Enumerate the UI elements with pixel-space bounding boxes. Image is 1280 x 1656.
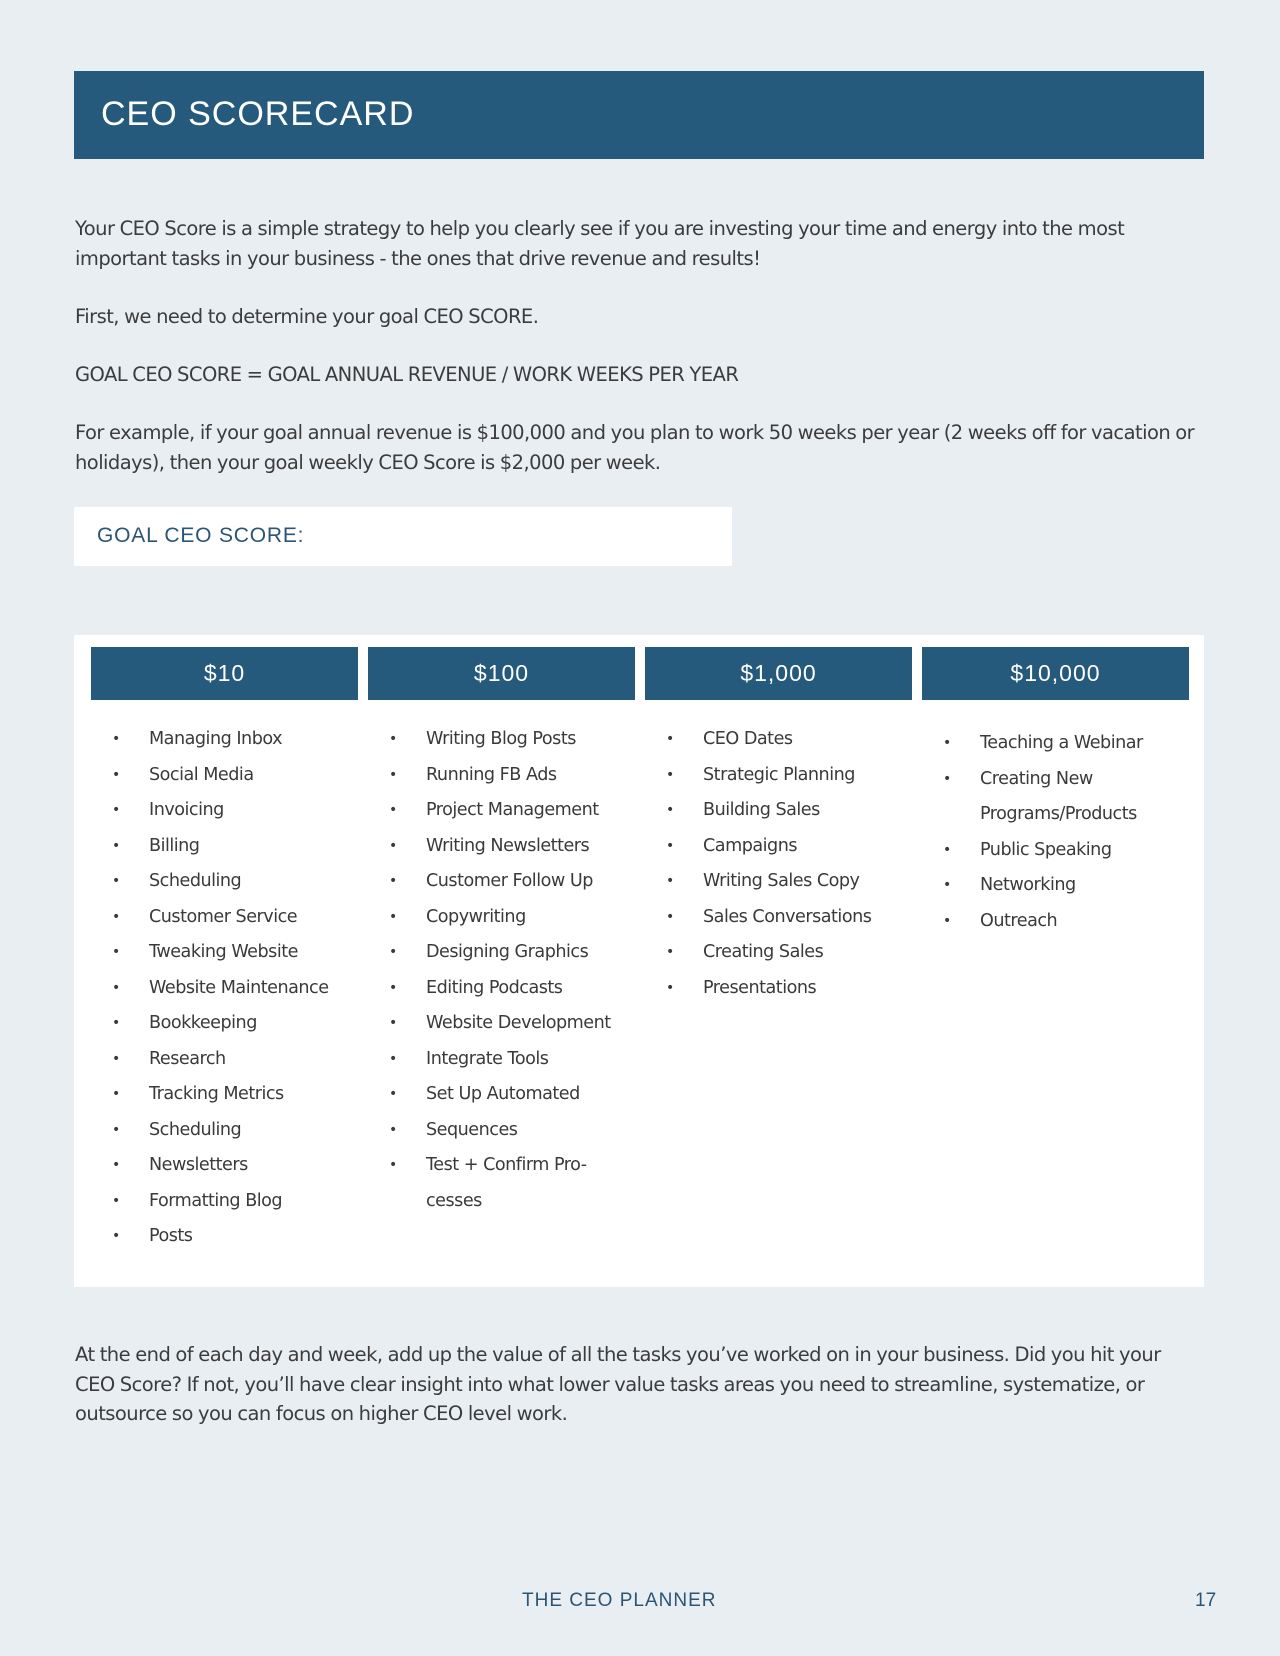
bullet-icon: • bbox=[666, 979, 674, 996]
task-item bbox=[368, 1148, 635, 1184]
bullet-icon: • bbox=[943, 877, 951, 893]
scorecard-column-10 bbox=[91, 647, 358, 1255]
bullet-icon: • bbox=[112, 802, 120, 818]
task-label: Creating Sales bbox=[703, 942, 824, 962]
bullet-icon: • bbox=[112, 731, 120, 747]
page-number: 17 bbox=[1195, 1590, 1217, 1611]
task-item bbox=[91, 971, 358, 1007]
bullet-icon: • bbox=[389, 873, 397, 889]
task-label: Presentations bbox=[703, 977, 817, 998]
task-label: Project Management bbox=[426, 800, 599, 820]
column-header: $10,000 bbox=[922, 647, 1189, 700]
goal-formula: GOAL CEO SCORE = GOAL ANNUAL REVENUE / WORK WEEKS PER YEAR bbox=[75, 363, 739, 386]
bullet-icon: • bbox=[112, 1015, 120, 1031]
task-item bbox=[368, 864, 635, 900]
bullet-icon: • bbox=[389, 837, 397, 854]
task-label: Invoicing bbox=[149, 800, 224, 820]
task-item bbox=[368, 1006, 635, 1042]
task-label: Programs/Products bbox=[980, 804, 1137, 824]
task-item bbox=[368, 935, 635, 971]
example-paragraph: For example, if your goal annual revenue is $100,000 and you plan to work 50 weeks per year (2 weeks off for vacation or holidays), then your goal weekly CEO Score is $2,000 per week. bbox=[75, 421, 1195, 474]
bullet-icon: • bbox=[389, 1050, 397, 1067]
bullet-icon: • bbox=[666, 802, 674, 818]
intro-paragraph: Your CEO Score is a simple strategy to help you clearly see if you are investing your time and energy into the most important tasks in your business - the ones that drive revenue and results! bbox=[75, 217, 1125, 270]
task-item bbox=[368, 1113, 635, 1149]
task-label: Tweaking Website bbox=[149, 942, 298, 962]
bullet-icon: • bbox=[666, 873, 674, 889]
task-item bbox=[922, 762, 1189, 798]
task-label: Posts bbox=[149, 1226, 193, 1246]
footer-title: THE CEO PLANNER bbox=[522, 1590, 717, 1611]
bullet-icon: • bbox=[112, 979, 120, 996]
bullet-icon: • bbox=[666, 837, 674, 854]
task-list bbox=[645, 700, 912, 1006]
scorecard-table bbox=[74, 635, 1204, 1287]
task-label: Teaching a Webinar bbox=[980, 733, 1143, 753]
task-label: Scheduling bbox=[149, 1119, 242, 1140]
bullet-icon: • bbox=[389, 908, 397, 925]
task-label: Integrate Tools bbox=[426, 1048, 549, 1069]
task-item bbox=[91, 1042, 358, 1078]
task-label: Test + Confirm Pro- bbox=[426, 1155, 587, 1175]
task-item bbox=[922, 868, 1189, 904]
task-item bbox=[368, 1042, 635, 1078]
task-item bbox=[645, 758, 912, 794]
task-label: Website Maintenance bbox=[149, 977, 329, 998]
task-list bbox=[922, 700, 1189, 939]
bullet-icon: • bbox=[666, 766, 674, 783]
bullet-icon: • bbox=[112, 908, 120, 925]
task-item bbox=[368, 793, 635, 829]
task-label: Sequences bbox=[426, 1119, 518, 1140]
task-label: Scheduling bbox=[149, 871, 242, 891]
task-label: Formatting Blog bbox=[149, 1190, 283, 1211]
bullet-icon: • bbox=[112, 837, 120, 854]
task-list bbox=[91, 700, 358, 1255]
bullet-icon: • bbox=[389, 1015, 397, 1031]
task-label: Research bbox=[149, 1048, 226, 1069]
task-item bbox=[91, 1148, 358, 1184]
task-label: Creating New bbox=[980, 768, 1093, 789]
bullet-icon: • bbox=[112, 1086, 120, 1102]
bullet-icon: • bbox=[389, 1121, 397, 1138]
bullet-icon: • bbox=[389, 766, 397, 783]
task-item bbox=[368, 758, 635, 794]
bullet-icon: • bbox=[666, 908, 674, 925]
task-label: Bookkeeping bbox=[149, 1013, 257, 1033]
task-label: Campaigns bbox=[703, 835, 798, 856]
bullet-icon: • bbox=[112, 873, 120, 889]
task-item bbox=[91, 1077, 358, 1113]
task-label: Networking bbox=[980, 875, 1076, 895]
task-list bbox=[368, 700, 635, 1219]
scorecard-column-10000 bbox=[922, 647, 1189, 939]
task-label: Writing Newsletters bbox=[426, 835, 590, 856]
task-item bbox=[368, 1077, 635, 1113]
task-item bbox=[91, 935, 358, 971]
task-item bbox=[91, 864, 358, 900]
task-label: Outreach bbox=[980, 910, 1058, 931]
task-item bbox=[645, 793, 912, 829]
bullet-icon: • bbox=[389, 1086, 397, 1102]
task-label: Social Media bbox=[149, 764, 254, 785]
task-label: Copywriting bbox=[426, 906, 526, 927]
bullet-icon: • bbox=[389, 944, 397, 960]
task-label: Public Speaking bbox=[980, 839, 1112, 860]
task-item bbox=[91, 1184, 358, 1220]
bullet-icon: • bbox=[389, 979, 397, 996]
task-label: Set Up Automated bbox=[426, 1084, 580, 1104]
bullet-icon: • bbox=[112, 1121, 120, 1138]
task-label: Sales Conversations bbox=[703, 906, 872, 927]
task-item bbox=[645, 722, 912, 758]
task-item bbox=[922, 726, 1189, 762]
bullet-icon: • bbox=[943, 841, 951, 858]
task-item bbox=[645, 829, 912, 865]
bullet-icon: • bbox=[666, 944, 674, 960]
task-item bbox=[91, 1113, 358, 1149]
bullet-icon: • bbox=[943, 735, 951, 751]
task-label: Billing bbox=[149, 835, 200, 856]
bullet-icon: • bbox=[112, 766, 120, 783]
task-label: Managing Inbox bbox=[149, 729, 283, 749]
task-label: Newsletters bbox=[149, 1155, 248, 1175]
task-label: Strategic Planning bbox=[703, 764, 855, 785]
task-item bbox=[368, 900, 635, 936]
page-title-banner bbox=[74, 71, 1204, 159]
task-item bbox=[922, 833, 1189, 869]
task-item bbox=[922, 904, 1189, 940]
task-item bbox=[645, 864, 912, 900]
task-label: Editing Podcasts bbox=[426, 977, 563, 998]
bullet-icon: • bbox=[112, 1050, 120, 1067]
task-label: Customer Service bbox=[149, 906, 298, 927]
column-header: $1,000 bbox=[645, 647, 912, 700]
bullet-icon: • bbox=[943, 770, 951, 787]
task-label: Customer Follow Up bbox=[426, 871, 593, 891]
task-item bbox=[368, 829, 635, 865]
task-label: Writing Sales Copy bbox=[703, 871, 860, 891]
task-item bbox=[368, 722, 635, 758]
bullet-icon: • bbox=[389, 731, 397, 747]
bullet-icon: • bbox=[112, 944, 120, 960]
closing-paragraph: At the end of each day and week, add up the value of all the tasks you’ve worked on in your business. Did you hit your CEO Score? If not, you’ll have clear insight into what lower value tasks areas you need to streamline, systematize, or outsource so you can focus on higher CEO level work. bbox=[75, 1343, 1161, 1425]
task-label: Designing Graphics bbox=[426, 942, 589, 962]
intro-instruction: First, we need to determine your goal CEO SCORE. bbox=[75, 305, 539, 328]
task-item bbox=[368, 971, 635, 1007]
bullet-icon: • bbox=[389, 802, 397, 818]
scorecard-column-100 bbox=[368, 647, 635, 1219]
bullet-icon: • bbox=[112, 1157, 120, 1173]
column-header: $10 bbox=[91, 647, 358, 700]
task-label: Building Sales bbox=[703, 800, 820, 820]
task-label: Running FB Ads bbox=[426, 764, 557, 785]
bullet-icon: • bbox=[943, 912, 951, 929]
task-item bbox=[645, 935, 912, 971]
column-header: $100 bbox=[368, 647, 635, 700]
task-item bbox=[91, 722, 358, 758]
task-item bbox=[368, 1184, 635, 1220]
goal-ceo-score-label: GOAL CEO SCORE: bbox=[97, 524, 305, 547]
task-item bbox=[645, 971, 912, 1007]
task-label: Tracking Metrics bbox=[149, 1084, 284, 1104]
scorecard-column-1000 bbox=[645, 647, 912, 1006]
task-label: Writing Blog Posts bbox=[426, 729, 576, 749]
task-item bbox=[645, 900, 912, 936]
task-label: cesses bbox=[426, 1190, 482, 1211]
task-item bbox=[91, 758, 358, 794]
bullet-icon: • bbox=[112, 1228, 120, 1244]
task-item bbox=[91, 1219, 358, 1255]
bullet-icon: • bbox=[666, 731, 674, 747]
task-item bbox=[91, 793, 358, 829]
task-item bbox=[922, 797, 1189, 833]
task-label: Website Development bbox=[426, 1013, 611, 1033]
task-item bbox=[91, 829, 358, 865]
goal-ceo-score-field[interactable] bbox=[74, 507, 732, 566]
bullet-icon: • bbox=[389, 1157, 397, 1173]
page-title: CEO SCORECARD bbox=[101, 95, 415, 133]
task-item bbox=[91, 1006, 358, 1042]
task-label: CEO Dates bbox=[703, 729, 793, 749]
bullet-icon: • bbox=[112, 1192, 120, 1209]
task-item bbox=[91, 900, 358, 936]
